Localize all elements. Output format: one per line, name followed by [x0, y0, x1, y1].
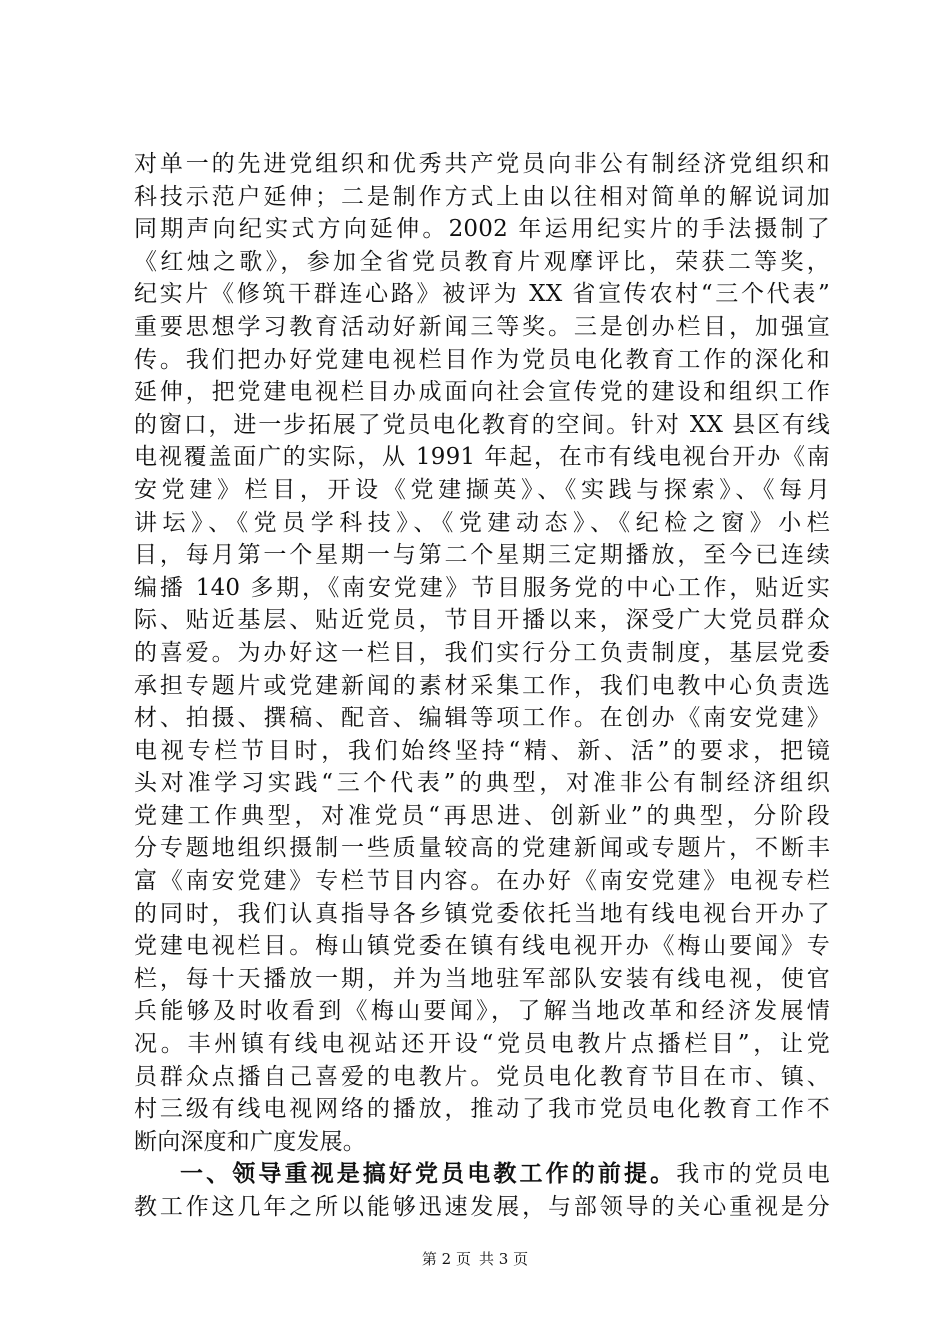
text-line: 电视专栏节目时，我们始终坚持“精、新、活”的要求，把镜: [134, 737, 830, 764]
text-line: 的喜爱。为办好这一栏目，我们实行分工负责制度，基层党委: [134, 639, 830, 666]
text-line: 教工作这几年之所以能够迅速发展，与部领导的关心重视是分: [134, 1194, 830, 1220]
text-line: 的窗口，进一步拓展了党员电化教育的空间。针对 XX 县区有线: [134, 411, 830, 438]
text-line: 讲坛》、《党员学科技》、《党建动态》、《纪检之窗》小栏: [134, 509, 830, 536]
page-footer: [0, 1248, 950, 1269]
page-number: 第 2 页: [421, 1250, 471, 1268]
section-heading: 一、领导重视是搞好党员电教工作的前提。: [180, 1160, 677, 1188]
page-total: 共 3 页: [479, 1250, 529, 1268]
text-line: 栏，每十天播放一期，并为当地驻军部队安装有线电视，使官: [134, 965, 830, 992]
text-line: 分专题地组织摄制一些质量较高的党建新闻或专题片，不断丰: [134, 835, 830, 862]
text-line: 延伸，把党建电视栏目办成面向社会宣传党的建设和组织工作: [134, 379, 830, 406]
text-line: 头对准学习实践“三个代表”的典型，对准非公有制经济组织: [134, 770, 830, 797]
text-line: 的同时，我们认真指导各乡镇党委依托当地有线电视台开办了: [134, 900, 830, 927]
text-line: 目，每月第一个星期一与第二个星期三定期播放，至今已连续: [134, 542, 830, 569]
text-line: 安党建》栏目，开设《党建撷英》、《实践与探索》、《每月: [134, 476, 830, 503]
text-line: 况。丰州镇有线电视站还开设“党员电教片点播栏目”，让党: [134, 1031, 830, 1058]
section-text: 我市的党员电: [676, 1161, 830, 1188]
text-line: 党建电视栏目。梅山镇党委在镇有线电视开办《梅山要闻》专: [134, 933, 830, 960]
text-line: 员群众点播自己喜爱的电教片。党员电化教育节目在市、镇、: [134, 1063, 830, 1090]
body-text: [134, 148, 830, 1224]
section-heading-line: [134, 1158, 830, 1191]
text-line: 兵能够及时收看到《梅山要闻》，了解当地改革和经济发展情: [134, 998, 830, 1025]
text-line: 同期声向纪实式方向延伸。2002 年运用纪实片的手法摄制了: [134, 216, 830, 243]
text-line: 传。我们把办好党建电视栏目作为党员电化教育工作的深化和: [134, 346, 830, 373]
text-line: 电视覆盖面广的实际，从 1991 年起，在市有线电视台开办《南: [134, 444, 830, 471]
text-line: 《红烛之歌》，参加全省党员教育片观摩评比，荣获二等奖，: [134, 248, 830, 275]
text-line: 村三级有线电视网络的播放，推动了我市党员电化教育工作不: [134, 1096, 830, 1123]
text-line: 重要思想学习教育活动好新闻三等奖。三是创办栏目，加强宣: [134, 313, 830, 340]
text-line: 编播 140 多期，《南安党建》节目服务党的中心工作，贴近实: [134, 574, 830, 601]
text-line: 纪实片《修筑干群连心路》被评为 XX 省宣传农村“三个代表”: [134, 281, 830, 308]
text-line: 对单一的先进党组织和优秀共产党员向非公有制经济党组织和: [134, 151, 830, 177]
text-line: 际、贴近基层、贴近党员，节目开播以来，深受广大党员群众: [134, 607, 830, 634]
text-line: 科技示范户延伸；二是制作方式上由以往相对简单的解说词加: [134, 183, 830, 210]
text-line: 党建工作典型，对准党员“再思进、创新业”的典型，分阶段: [134, 802, 830, 829]
text-line: 材、拍摄、撰稿、配音、编辑等项工作。在创办《南安党建》: [134, 705, 830, 732]
text-line: 承担专题片或党建新闻的素材采集工作，我们电教中心负责选: [134, 672, 830, 699]
text-line: 断向深度和广度发展。: [134, 1128, 366, 1155]
text-line: 富《南安党建》专栏节目内容。在办好《南安党建》电视专栏: [134, 868, 830, 895]
